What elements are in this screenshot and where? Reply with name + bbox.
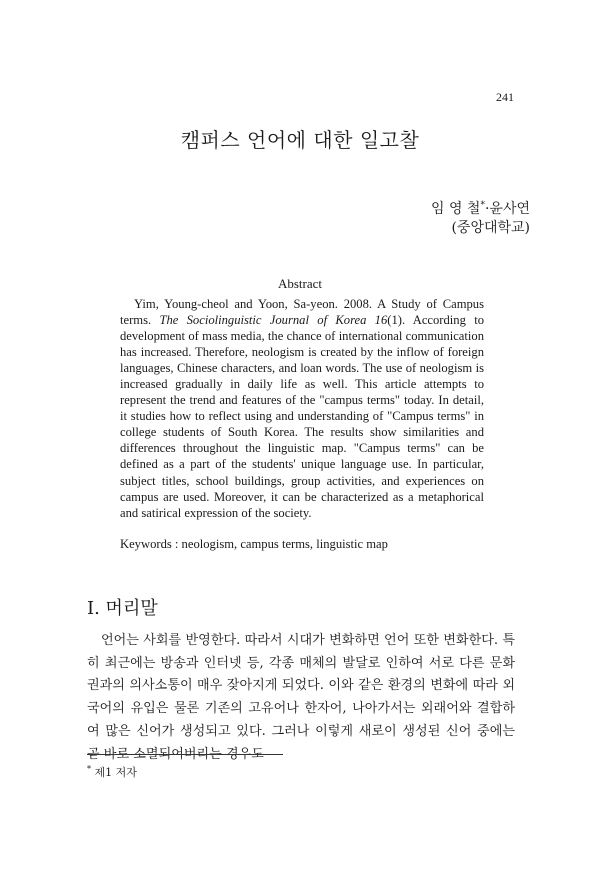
first-author-marker: * <box>480 200 485 211</box>
author-line <box>431 198 530 218</box>
footnote <box>87 764 137 780</box>
keywords-line <box>120 537 484 552</box>
footnote-divider <box>87 754 283 755</box>
page-number: 241 <box>496 90 514 104</box>
section-body: 언어는 사회를 반영한다. 따라서 시대가 변화하면 언어 또한 변화한다. 특히 최근에는 방송과 인터넷 등, 각종 매체의 발달로 인하여 서로 다른 문화권과의 의사소통이 매우 잦아지게 되었다. 이와 같은 환경의 변화에 따라 외국어의 유입은 물론 기존의 고유어나 한자어, 나아가서는 외래어와 결합하여 많은 신어가 생성되고 있다. 그러나 이렇게 새로이 생성된 신어 중에는 곧 바로 소멸되어버리는 경우도 <box>87 633 515 762</box>
abstract-citation: Yim, Young-cheol and Yoon, Sa-yeon. 2008. A Study of Campus terms. <box>120 297 484 328</box>
author-affiliation: (중앙대학교) <box>451 220 530 236</box>
abstract-body <box>120 296 484 521</box>
abstract-heading: Abstract <box>277 276 323 291</box>
footnote-marker: * <box>87 764 91 774</box>
abstract-issue: (1). <box>387 313 413 328</box>
section-heading: Ⅰ. 머리말 <box>87 598 158 619</box>
keywords-list: : neologism, campus terms, linguistic map <box>171 537 388 551</box>
co-author: ·윤사연 <box>484 201 530 217</box>
first-author: 임 영 철 <box>430 201 481 217</box>
paper-title: 캠퍼스 언어에 대한 일고찰 <box>180 128 420 152</box>
footnote-text: 제1 저자 <box>91 766 137 779</box>
abstract-text: According to development of mass media, the chance of international communication has increased. Therefore, neologism is created by the inflow of foreign languages, Chinese characters, and loan words. The use of neologism is increased gradually in daily life as well. This article attempts to represent the trend and features of the "campus terms" today. In detail, it studies how to reflect using and understanding of "Campus terms" in college students of South Korea. The results show similarities and differences throughout the linguistic map. "Campus terms" can be defined as a part of the students' unique language use. In particular, subject titles, school buildings, group activities, and experiences on campus are used. Moreover, it can be characterized as a metaphorical and satirical expression of the society. <box>120 313 484 520</box>
keywords-label: Keywords <box>120 537 172 551</box>
abstract-journal: The Sociolinguistic Journal of Korea 16 <box>159 313 388 328</box>
